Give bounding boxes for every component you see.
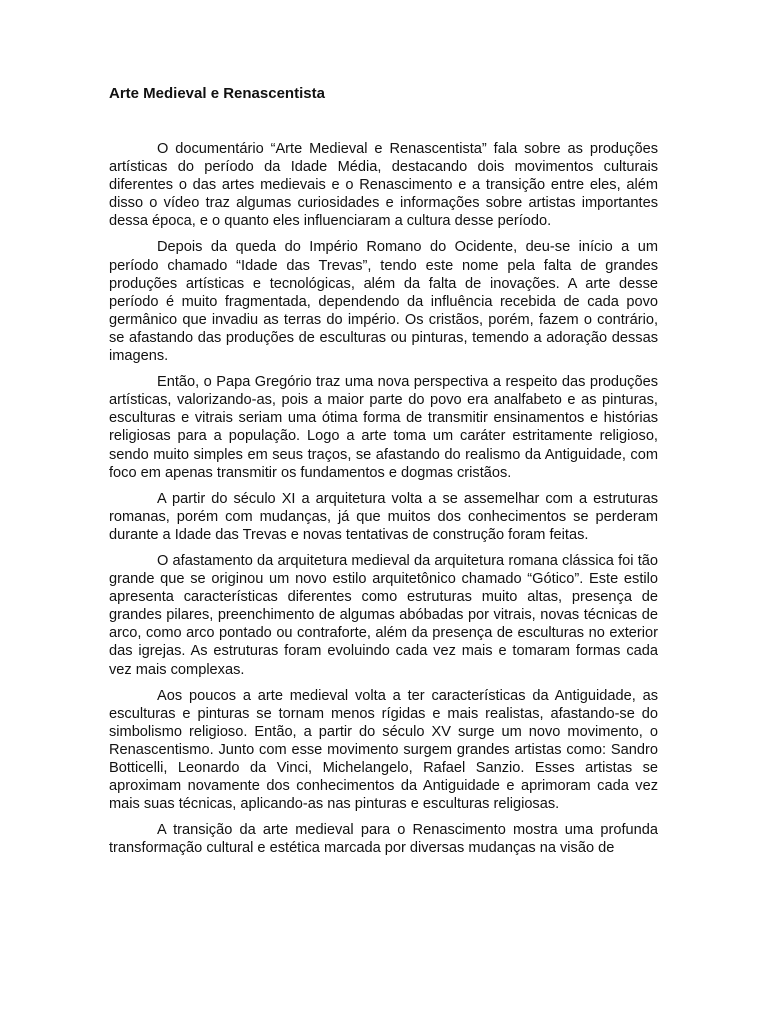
document-body bbox=[109, 140, 658, 865]
paragraph-3: Então, o Papa Gregório traz uma nova perspectiva a respeito das produções artísticas, valorizando-as, pois a maior parte do povo era analfabeto e as pinturas, esculturas e vitrais seriam uma ótima forma de transmitir ensinamentos e histórias religiosas para a população. Logo a arte toma um caráter estritamente religioso, sendo muito simples em seus traços, se afastando do realismo da Antiguidade, com foco em apenas transmitir os fundamentos e dogmas cristãos. bbox=[109, 374, 658, 481]
paragraph-6: Aos poucos a arte medieval volta a ter características da Antiguidade, as esculturas e pinturas se tornam menos rígidas e mais realistas, afastando-se do simbolismo religioso. Então, a partir do século XV surge um novo movimento, o Renascentismo. Junto com esse movimento surgem grandes artistas como: Sandro Botticelli, Leonardo da Vinci, Michelangelo, Rafael Sanzio. Esses artistas se aproximam novamente dos conhecimentos da Antiguidade e aprimoram cada vez mais suas técnicas, aplicando-as nas pinturas e esculturas religiosas. bbox=[109, 687, 658, 813]
document-title: Arte Medieval e Renascentista bbox=[109, 85, 325, 102]
paragraph-2: Depois da queda do Império Romano do Ocidente, deu-se início a um período chamado “Idade das Trevas”, tendo este nome pela falta de grandes produções artísticas e tecnológicas, além da falta de inovações. A arte desse período é muito fragmentada, dependendo da influência recebida de cada povo germânico que invadiu as terras do império. Os cristãos, porém, fazem o contrário, se afastando das produções de esculturas ou pinturas, temendo a adoração dessas imagens. bbox=[109, 239, 658, 365]
paragraph-7: A transição da arte medieval para o Renascimento mostra uma profunda transformação cultural e estética marcada por diversas mudanças na visão de bbox=[109, 822, 658, 857]
paragraph-1: O documentário “Arte Medieval e Renascentista” fala sobre as produções artísticas do período da Idade Média, destacando dois movimentos culturais diferentes o das artes medievais e o Renascimento e a transição entre eles, além disso o vídeo traz algumas curiosidades e informações sobre artistas importantes dessa época, e o quanto eles influenciaram a cultura desse período. bbox=[109, 141, 658, 230]
paragraph-4: A partir do século XI a arquitetura volta a se assemelhar com a estruturas romanas, porém com mudanças, já que muitos dos conhecimentos se perderam durante a Idade das Trevas e novas tentativas de construção foram feitas. bbox=[109, 490, 658, 543]
paragraph-5: O afastamento da arquitetura medieval da arquitetura romana clássica foi tão grande que se originou um novo estilo arquitetônico chamado “Gótico”. Este estilo apresenta características diferentes como estruturas muito altas, presença de grandes pilares, preenchimento de algumas abóbadas por vitrais, novas técnicas de arco, como arco pontado ou contraforte, além da presença de esculturas no exterior das igrejas. As estruturas foram evoluindo cada vez mais e tomaram formas cada vez mais complexas. bbox=[109, 552, 658, 678]
